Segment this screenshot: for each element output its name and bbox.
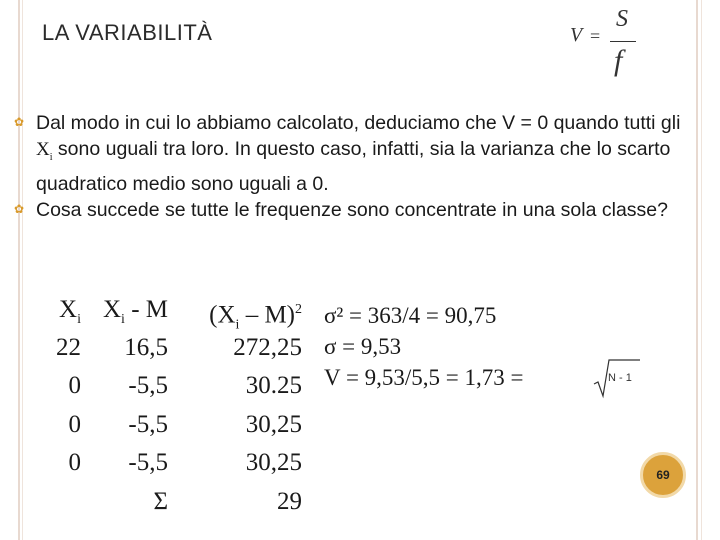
table-row <box>24 444 314 483</box>
right-border <box>696 0 698 540</box>
formula-equals: = <box>590 26 601 46</box>
table-sum-row <box>24 483 314 522</box>
table-row <box>24 329 314 368</box>
deviation-table <box>24 290 314 521</box>
table-cell: 30,25 <box>245 449 302 476</box>
formula-denominator: f <box>614 44 623 77</box>
sum-value: 29 <box>277 487 302 515</box>
bullet-text-start: Dal modo in cui lo abbiamo calcolato, deduciamo che V = 0 quando tutti gli <box>36 112 681 134</box>
bullet-icon: ✿ <box>14 201 25 216</box>
formula-numerator: S <box>616 6 628 32</box>
coefficient-line: V = 9,53/5,5 = 1,73 = <box>324 365 524 390</box>
table-cell: 0 <box>68 449 81 476</box>
slide-title: LA VARIABILITÀ <box>42 20 213 45</box>
header-squared-deviation: $(X_i - M)^2$ <box>209 301 302 333</box>
left-border-inner <box>22 0 23 540</box>
table-cell: 0 <box>68 372 81 399</box>
left-border <box>18 0 20 540</box>
bullet-icon: ✿ <box>14 115 25 129</box>
right-border-inner <box>701 0 702 540</box>
header-xi-minus-m: $X_i$ - M <box>102 296 168 327</box>
table-cell: -5,5 <box>128 372 168 399</box>
inline-variable-name: X <box>36 139 50 160</box>
sum-symbol: Σ <box>153 487 168 515</box>
table-cell: 16,5 <box>124 333 168 361</box>
std-line: σ = 9,53 <box>324 334 402 359</box>
page-number-badge: 69 <box>640 452 686 498</box>
sqrt-label: N - 1 <box>608 372 632 384</box>
table-row <box>24 406 314 445</box>
header-xi: $X_i$ <box>59 296 81 327</box>
table-cell: 0 <box>68 410 81 438</box>
table-cell <box>24 483 81 521</box>
formula-lhs: V <box>570 24 583 46</box>
table-cell: 30.25 <box>245 372 302 399</box>
bullet-text: Cosa succede se tutte le frequenze sono concentrate in una sola classe? <box>36 198 668 221</box>
table-cell: -5,5 <box>128 449 168 476</box>
sqrt-expression <box>592 356 642 400</box>
table-cell: 22 <box>56 333 81 361</box>
fraction-bar <box>610 41 636 42</box>
table-cell: 30,25 <box>245 410 302 438</box>
bullet-item <box>14 110 684 197</box>
table-row <box>24 367 314 406</box>
variance-line: σ² = 363/4 = 90,75 <box>324 303 497 328</box>
bullet-item <box>14 197 684 223</box>
inline-variable-sub: i <box>49 151 53 163</box>
table-cell: -5,5 <box>128 410 168 438</box>
bullet-text-end: sono uguali tra loro. In questo caso, infatti, sia la varianza che lo scarto quadratico medio sono uguali a 0. <box>36 138 671 195</box>
bullet-list <box>14 110 684 223</box>
inline-variable <box>36 139 53 163</box>
variation-formula <box>568 6 648 84</box>
table-header-row <box>24 290 314 333</box>
table-cell: 272,25 <box>233 333 302 361</box>
